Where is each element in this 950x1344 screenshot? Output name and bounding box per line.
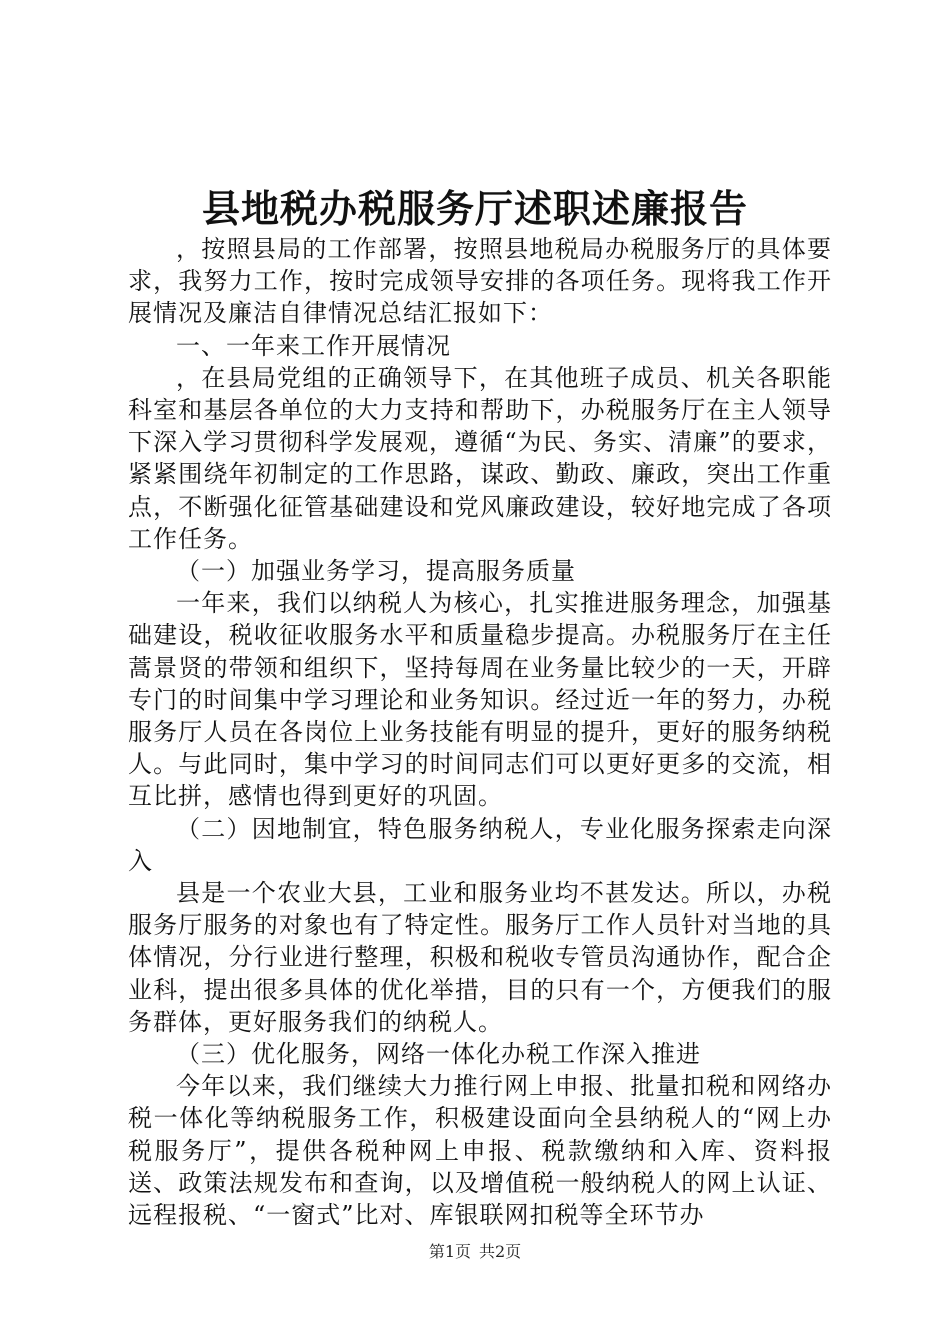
subsection-heading-3: （三）优化服务，网络一体化办税工作深入推进 (176, 1040, 701, 1069)
paragraph: 县是一个农业大县，工业和服务业均不甚发达。所以，办税服务厅服务的对象也有了特定性。服务厅工作人员针对当地的具体情况，分行业进行整理，积极和税收专管员沟通协作，配合企业科，提出很多具体的优化举措，目的只有一个，方便我们的服务群体，更好服务我们的纳税人。 (128, 879, 832, 1036)
page-footer (0, 1241, 950, 1263)
paragraph: 一年来，我们以纳税人为核心，扎实推进服务理念，加强基础建设，税收征收服务水平和质量稳步提高。办税服务厅在主任蒿景贤的带领和组织下，坚持每周在业务量比较少的一天，开辟专门的时间集中学习理论和业务知识。经过近一年的努力，办税服务厅人员在各岗位上业务技能有明显的提升，更好的服务纳税人。与此同时，集中学习的时间同志们可以更好更多的交流，相互比拼，感情也得到更好的巩固。 (128, 589, 832, 811)
document-body (128, 233, 832, 1231)
document-title: 县地税办税服务厅述职述廉报告 (201, 186, 748, 231)
subsection-heading-2: （二）因地制宜，特色服务纳税人，专业化服务探索走向深入 (128, 814, 832, 875)
page-number: 第1页 (428, 1242, 471, 1261)
page-total: 共2页 (479, 1242, 522, 1261)
section-heading-1: 一、一年来工作开展情况 (176, 331, 451, 360)
subsection-heading-1: （一）加强业务学习，提高服务质量 (176, 557, 576, 586)
paragraph: 今年以来，我们继续大力推行网上申报、批量扣税和网络办税一体化等纳税服务工作，积极建设面向全县纳税人的“网上办税服务厅”，提供各税种网上申报、税款缴纳和入库、资料报送、政策法规发布和查询，以及增值税一般纳税人的网上认证、远程报税、“一窗式”比对、库银联网扣税等全环节办 (128, 1072, 832, 1230)
paragraph-intro: ，按照县局的工作部署，按照县地税局办税服务厅的具体要求，我努力工作，按时完成领导安排的各项任务。现将我工作开展情况及廉洁自律情况总结汇报如下： (128, 235, 832, 328)
paragraph: ，在县局党组的正确领导下，在其他班子成员、机关各职能科室和基层各单位的大力支持和帮助下，办税服务厅在主人领导下深入学习贯彻科学发展观，遵循“为民、务实、清廉”的要求，紧紧围绕年初制定的工作思路，谋政、勤政、廉政，突出工作重点，不断强化征管基础建设和党风廉政建设，较好地完成了各项工作任务。 (128, 363, 832, 553)
